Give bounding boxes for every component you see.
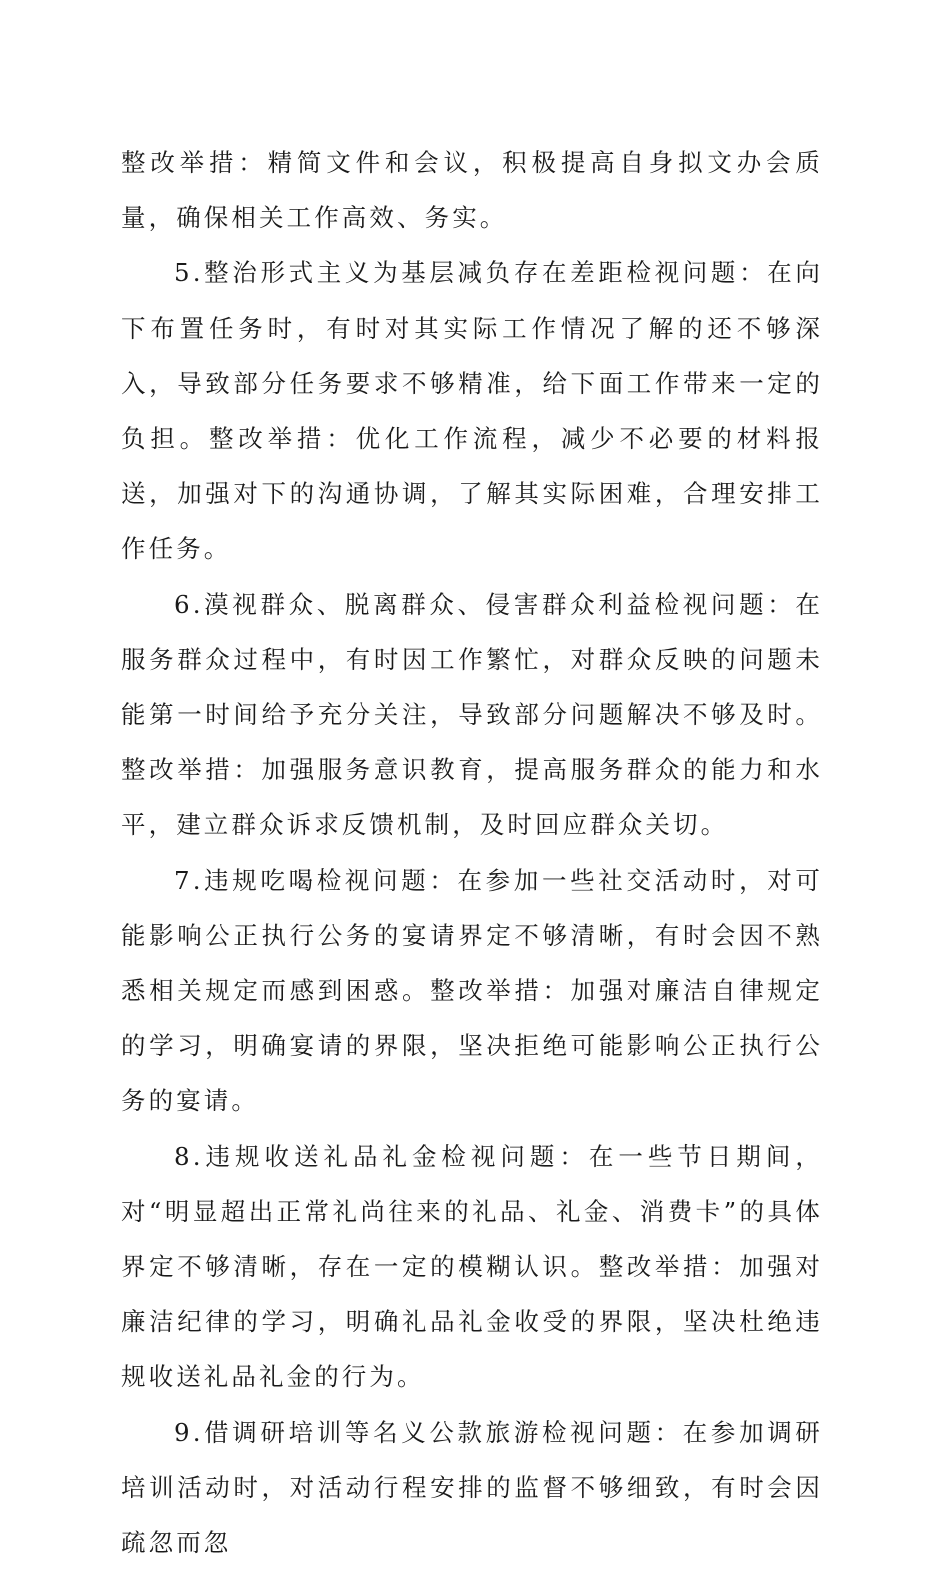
paragraph-item-6: 6.漠视群众、脱离群众、侵害群众利益检视问题：在服务群众过程中，有时因工作繁忙，对群众反映的问题未能第一时间给予充分关注，导致部分问题解决不够及时。整改举措：加强服务意识教育，提高服务群众的能力和水平，建立群众诉求反馈机制，及时回应群众关切。	[121, 589, 823, 840]
paragraph-item-8: 8.违规收送礼品礼金检视问题：在一些节日期间，对“明显超出正常礼尚往来的礼品、礼金、消费卡”的具体界定不够清晰，存在一定的模糊认识。整改举措：加强对廉洁纪律的学习，明确礼品礼金收受的界限，坚决杜绝违规收送礼品礼金的行为。	[121, 1141, 823, 1392]
paragraph-item-5: 5.整治形式主义为基层减负存在差距检视问题：在向下布置任务时，有时对其实际工作情况了解的还不够深入，导致部分任务要求不够精准，给下面工作带来一定的负担。整改举措：优化工作流程，减少不必要的材料报送，加强对下的沟通协调，了解其实际困难，合理安排工作任务。	[121, 258, 823, 564]
document-body	[121, 135, 823, 1570]
paragraph-item-9: 9.借调研培训等名义公款旅游检视问题：在参加调研培训活动时，对活动行程安排的监督不够细致，有时会因疏忽而忽	[121, 1417, 823, 1558]
paragraph-rectification-measures: 整改举措：精简文件和会议，积极提高自身拟文办会质量，确保相关工作高效、务实。	[121, 148, 823, 233]
paragraph-item-7: 7.违规吃喝检视问题：在参加一些社交活动时，对可能影响公正执行公务的宴请界定不够清晰，有时会因不熟悉相关规定而感到困惑。整改举措：加强对廉洁自律规定的学习，明确宴请的界限，坚决拒绝可能影响公正执行公务的宴请。	[121, 865, 823, 1116]
